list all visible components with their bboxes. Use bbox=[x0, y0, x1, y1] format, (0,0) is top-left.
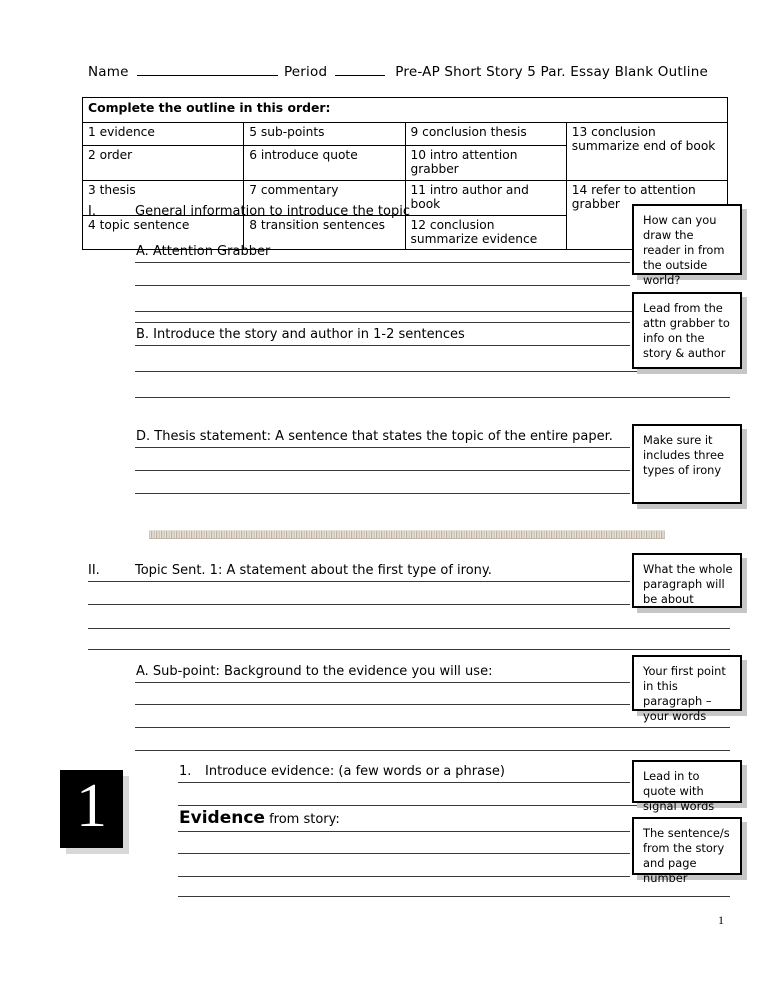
callout-first-point: Your first point in this paragraph – your words bbox=[632, 655, 742, 711]
table-cell: 8 transition sentences bbox=[244, 215, 405, 250]
header bbox=[88, 62, 708, 80]
table-cell: 3 thesis bbox=[83, 180, 244, 215]
paragraph-number-badge bbox=[60, 770, 123, 848]
section-numeral-one: I. bbox=[88, 204, 96, 219]
table-row bbox=[83, 123, 728, 146]
write-line[interactable] bbox=[135, 493, 630, 494]
item-1-number: 1. bbox=[179, 764, 192, 779]
write-line[interactable] bbox=[88, 649, 730, 650]
write-line[interactable] bbox=[135, 470, 630, 471]
write-line[interactable] bbox=[178, 853, 630, 854]
table-cell-col4-top: 13 conclusion summarize end of book bbox=[566, 123, 727, 181]
name-blank-field[interactable] bbox=[137, 62, 278, 76]
table-cell: 11 intro author and book bbox=[405, 180, 566, 215]
period-label: Period bbox=[283, 64, 328, 80]
table-cell: 10 intro attention grabber bbox=[405, 146, 566, 181]
item-d-thesis-statement: D. Thesis statement: A sentence that states the topic of the entire paper. bbox=[136, 429, 613, 444]
callout-whole-paragraph: What the whole paragraph will be about bbox=[632, 553, 742, 608]
table-row-header bbox=[83, 98, 728, 123]
write-line[interactable] bbox=[135, 322, 630, 323]
decorative-divider bbox=[149, 530, 665, 539]
table-cell: 5 sub-points bbox=[244, 123, 405, 146]
table-cell: 9 conclusion thesis bbox=[405, 123, 566, 146]
page-number: 1 bbox=[718, 913, 724, 927]
write-line[interactable] bbox=[135, 704, 630, 705]
callout-lead-in-to-quote: Lead in to quote with signal words bbox=[632, 760, 742, 803]
period-blank-field[interactable] bbox=[335, 62, 385, 76]
table-cell: 12 conclusion summarize evidence bbox=[405, 215, 566, 250]
item-a-attention-grabber: A. Attention Grabber bbox=[136, 244, 271, 259]
evidence-from-story-label bbox=[179, 808, 340, 828]
write-line[interactable] bbox=[88, 604, 630, 605]
callout-lead-from-grabber: Lead from the attn grabber to info on the story & author bbox=[632, 292, 742, 369]
write-line[interactable] bbox=[178, 876, 630, 877]
write-line[interactable] bbox=[178, 896, 730, 897]
evidence-rest-text: from story: bbox=[264, 812, 340, 827]
section-numeral-two: II. bbox=[88, 563, 100, 578]
table-cell: 1 evidence bbox=[83, 123, 244, 146]
table-cell: 2 order bbox=[83, 146, 244, 181]
item-b-introduce-story: B. Introduce the story and author in 1-2 sentences bbox=[136, 327, 465, 342]
write-line[interactable] bbox=[135, 371, 730, 372]
paragraph-number: 1 bbox=[76, 772, 107, 840]
table-cell: 4 topic sentence bbox=[83, 215, 244, 250]
write-line[interactable] bbox=[135, 262, 630, 263]
write-line[interactable] bbox=[178, 831, 630, 832]
worksheet-title: Pre-AP Short Story 5 Par. Essay Blank Outline bbox=[395, 64, 708, 80]
write-line[interactable] bbox=[135, 682, 630, 683]
write-line[interactable] bbox=[135, 447, 630, 448]
section-two-heading: Topic Sent. 1: A statement about the first type of irony. bbox=[135, 563, 492, 578]
item-1-introduce-evidence: Introduce evidence: (a few words or a phrase) bbox=[205, 764, 505, 779]
callout-attention-grabber: How can you draw the reader in from the outside world? bbox=[632, 204, 742, 275]
write-line[interactable] bbox=[88, 581, 630, 582]
write-line[interactable] bbox=[135, 750, 730, 751]
table-cell: 6 introduce quote bbox=[244, 146, 405, 181]
table-cell: 7 commentary bbox=[244, 180, 405, 215]
write-line[interactable] bbox=[135, 345, 630, 346]
callout-three-ironies: Make sure it includes three types of irony bbox=[632, 424, 742, 504]
write-line[interactable] bbox=[88, 628, 730, 629]
section-one-heading: General information to introduce the topic bbox=[135, 204, 410, 219]
write-line[interactable] bbox=[178, 782, 630, 783]
item-a-subpoint: A. Sub-point: Background to the evidence you will use: bbox=[136, 664, 493, 679]
order-table-caption: Complete the outline in this order: bbox=[83, 98, 728, 123]
callout-sentences-from-story: The sentence/s from the story and page number bbox=[632, 817, 742, 875]
evidence-bold-word: Evidence bbox=[179, 808, 265, 828]
write-line[interactable] bbox=[135, 727, 730, 728]
table-cell-col4-bottom: 14 refer to attention grabber bbox=[566, 180, 727, 250]
write-line[interactable] bbox=[135, 285, 630, 286]
write-line[interactable] bbox=[135, 397, 730, 398]
name-label: Name bbox=[88, 64, 129, 80]
